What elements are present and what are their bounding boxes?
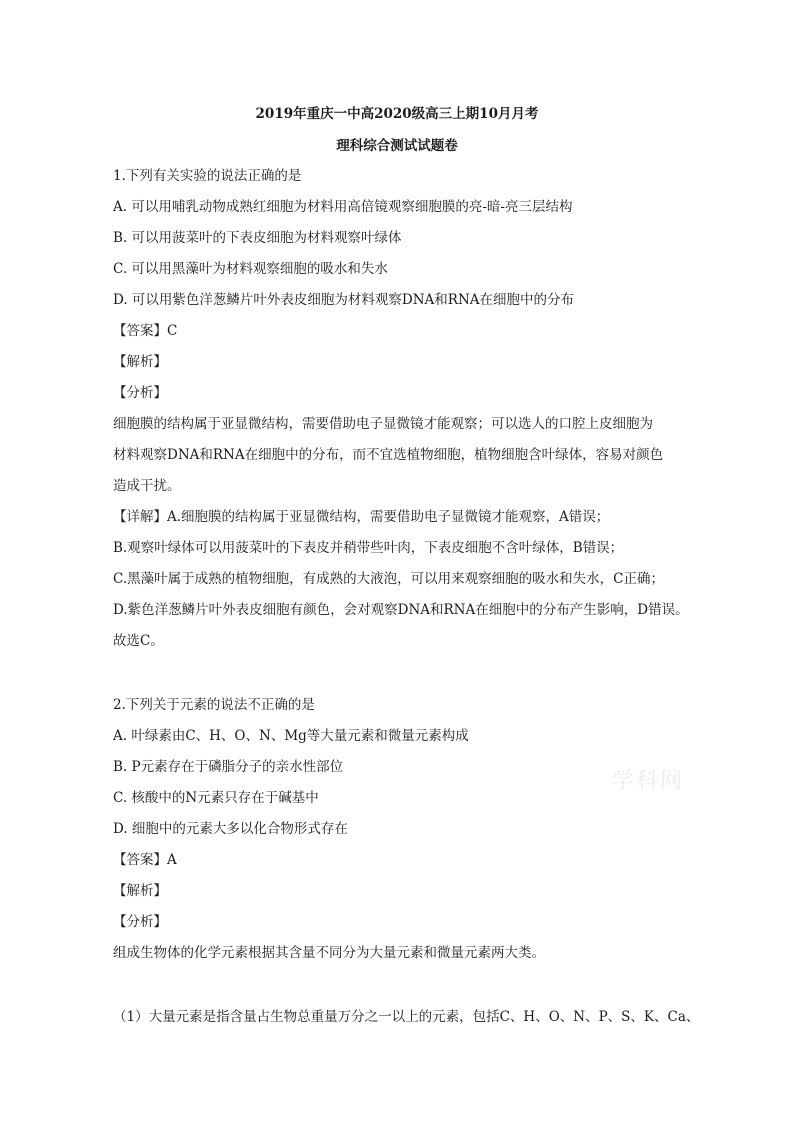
watermark-logo: 学科网 [612, 769, 685, 794]
q2-point-1: （1）大量元素是指含量占生物总重量万分之一以上的元素，包括C、H、O、N、P、S、K、Ca、 [113, 1009, 700, 1025]
q2-analysis-line-1: 组成生物体的化学元素根据其含量不同分为大量元素和微量元素两大类。 [113, 945, 545, 961]
q1-analysis-line-1: 细胞膜的结构属于亚显微结构，需要借助电子显微镜才能观察；可以选人的口腔上皮细胞为 [113, 416, 653, 432]
q1-option-d: D. 可以用紫色洋葱鳞片叶外表皮细胞为材料观察DNA和RNA在细胞中的分布 [113, 292, 575, 308]
exam-title: 2019年重庆一中高2020级高三上期10月月考 [255, 106, 539, 122]
q1-stem: 1.下列有关实验的说法正确的是 [113, 168, 302, 184]
q1-analysis-line-2: 材料观察DNA和RNA在细胞中的分布，而不宜选植物细胞，植物细胞含叶绿体，容易对颜色 [113, 447, 664, 463]
exam-subtitle: 理科综合测试试题卷 [336, 138, 458, 154]
q1-jiexi-label: 【解析】 [113, 354, 167, 370]
q1-detail-line-1: 【详解】A.细胞膜的结构属于亚显微结构，需要借助电子显微镜才能观察，A错误； [113, 509, 610, 525]
q1-detail-line-4: D.紫色洋葱鳞片叶外表皮细胞有颜色，会对观察DNA和RNA在细胞中的分布产生影响，D错误。 [113, 602, 689, 618]
q1-conclusion: 故选C。 [113, 633, 164, 649]
q2-option-d: D. 细胞中的元素大多以化合物形式存在 [113, 821, 348, 837]
q2-jiexi-label: 【解析】 [113, 883, 167, 899]
q2-option-c: C. 核酸中的N元素只存在于碱基中 [113, 790, 319, 806]
q1-option-a: A. 可以用哺乳动物成熟红细胞为材料用高倍镜观察细胞膜的亮-暗-亮三层结构 [113, 199, 573, 215]
q2-stem: 2.下列关于元素的说法不正确的是 [113, 697, 315, 713]
q1-analysis-line-3: 造成干扰。 [113, 478, 181, 494]
q2-fenxi-label: 【分析】 [113, 914, 167, 930]
q1-option-c: C. 可以用黑藻叶为材料观察细胞的吸水和失水 [113, 261, 388, 277]
q1-option-b: B. 可以用菠菜叶的下表皮细胞为材料观察叶绿体 [113, 230, 402, 246]
q1-detail-line-3: C.黑藻叶属于成熟的植物细胞，有成熟的大液泡，可以用来观察细胞的吸水和失水，C正确； [113, 571, 664, 587]
q2-option-a: A. 叶绿素由C、H、O、N、Mg等大量元素和微量元素构成 [113, 728, 469, 744]
q1-detail-line-2: B.观察叶绿体可以用菠菜叶的下表皮并稍带些叶肉，下表皮细胞不含叶绿体，B错误； [113, 540, 624, 556]
q2-option-b: B. P元素存在于磷脂分子的亲水性部位 [113, 759, 344, 775]
q1-fenxi-label: 【分析】 [113, 385, 167, 401]
q1-answer: 【答案】C [113, 323, 178, 339]
q2-answer: 【答案】A [113, 852, 177, 868]
